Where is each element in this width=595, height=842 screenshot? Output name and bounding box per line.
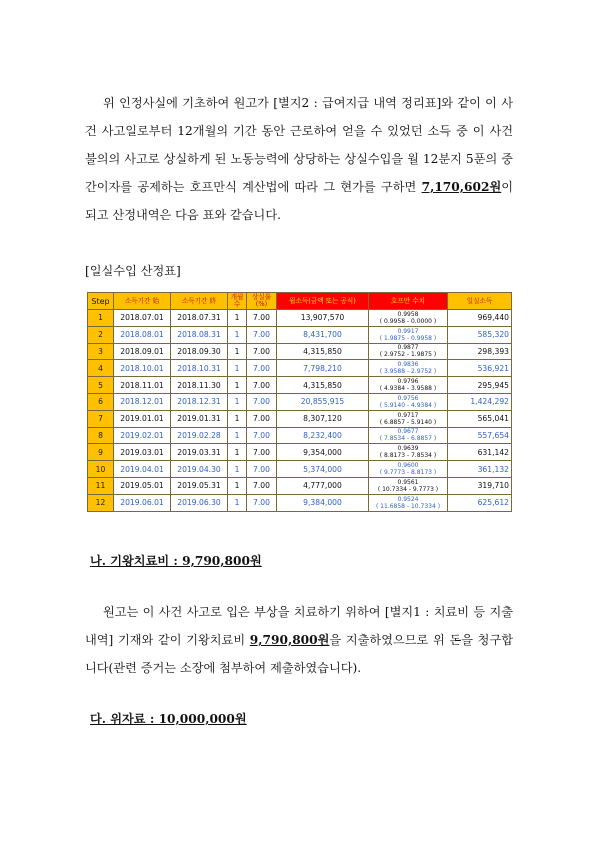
hoffman-formula: ( 6.8857 - 5.9140 ) bbox=[379, 418, 437, 426]
hoffman-cell bbox=[369, 326, 448, 343]
start-date-cell: 2018.08.01 bbox=[114, 326, 171, 343]
loss-cell: 625,612 bbox=[448, 494, 512, 511]
hoffman-value: 0.9796 bbox=[397, 378, 419, 386]
step-cell: 11 bbox=[88, 477, 114, 494]
end-date-cell: 2018.07.31 bbox=[171, 310, 228, 327]
loss-cell: 361,132 bbox=[448, 461, 512, 478]
hoffman-value: 0.9639 bbox=[397, 445, 419, 453]
table-row bbox=[88, 377, 512, 394]
table-row bbox=[88, 360, 512, 377]
intro-text-before: 위 인정사실에 기초하여 원고가 [별지2 : 급여지급 내역 정리표]와 같이 이 사건 사고일로부터 12개월의 기간 동안 근로하여 얻을 수 있었던 소득 중 이 사건 불의의 사고로 상실하게 된 노동능력에 상당하는 상실수입을 월 12분지 5푼의 중간이자를 공제하는 호프만식 계산법에 따라 그 현가를 구하면 bbox=[85, 96, 513, 194]
income-cell: 4,315,850 bbox=[277, 343, 369, 360]
end-date-cell: 2018.09.30 bbox=[171, 343, 228, 360]
table-row bbox=[88, 427, 512, 444]
income-cell: 9,384,000 bbox=[277, 494, 369, 511]
step-cell: 2 bbox=[88, 326, 114, 343]
months-cell: 1 bbox=[228, 410, 247, 427]
loss-cell: 565,041 bbox=[448, 410, 512, 427]
section-na-heading: 나. 기왕치료비 : 9,790,800원 bbox=[90, 554, 262, 568]
step-cell: 9 bbox=[88, 444, 114, 461]
section-na-text-after: 을 지출하였으므로 위 돈을 청구합니다(관련 증거는 소장에 첨부하여 제출하였습니다). bbox=[85, 633, 513, 675]
start-date-cell: 2018.12.01 bbox=[114, 393, 171, 410]
hoffman-formula: ( 2.9752 - 1.9875 ) bbox=[379, 351, 437, 359]
hoffman-cell bbox=[369, 444, 448, 461]
start-date-cell: 2019.04.01 bbox=[114, 461, 171, 478]
start-date-cell: 2018.10.01 bbox=[114, 360, 171, 377]
loss-cell: 298,393 bbox=[448, 343, 512, 360]
months-cell: 1 bbox=[228, 477, 247, 494]
lost-income-table bbox=[87, 292, 512, 512]
end-date-cell: 2019.05.31 bbox=[171, 477, 228, 494]
hoffman-value: 0.9600 bbox=[397, 462, 419, 470]
end-date-cell: 2018.11.30 bbox=[171, 377, 228, 394]
hoffman-formula: ( 0.9958 - 0.0000 ) bbox=[379, 317, 437, 325]
table-row bbox=[88, 310, 512, 327]
col-step: Step bbox=[88, 293, 114, 310]
start-date-cell: 2018.09.01 bbox=[114, 343, 171, 360]
income-cell: 8,431,700 bbox=[277, 326, 369, 343]
months-cell: 1 bbox=[228, 343, 247, 360]
rate-cell: 7.00 bbox=[247, 444, 277, 461]
hoffman-value: 0.9836 bbox=[397, 361, 419, 369]
hoffman-cell bbox=[369, 343, 448, 360]
rate-cell: 7.00 bbox=[247, 461, 277, 478]
end-date-cell: 2018.08.31 bbox=[171, 326, 228, 343]
start-date-cell: 2018.11.01 bbox=[114, 377, 171, 394]
hoffman-cell bbox=[369, 461, 448, 478]
end-date-cell: 2018.10.31 bbox=[171, 360, 228, 377]
step-cell: 5 bbox=[88, 377, 114, 394]
start-date-cell: 2019.03.01 bbox=[114, 444, 171, 461]
end-date-cell: 2019.03.31 bbox=[171, 444, 228, 461]
months-cell: 1 bbox=[228, 326, 247, 343]
hoffman-cell bbox=[369, 393, 448, 410]
treatment-cost-amount: 9,790,800원 bbox=[249, 633, 330, 647]
months-cell: 1 bbox=[228, 360, 247, 377]
hoffman-formula: ( 8.8173 - 7.8534 ) bbox=[379, 452, 437, 460]
loss-cell: 585,320 bbox=[448, 326, 512, 343]
hoffman-formula: ( 5.9140 - 4.9384 ) bbox=[379, 401, 437, 409]
loss-cell: 557,654 bbox=[448, 427, 512, 444]
start-date-cell: 2018.07.01 bbox=[114, 310, 171, 327]
rate-cell: 7.00 bbox=[247, 326, 277, 343]
rate-cell: 7.00 bbox=[247, 477, 277, 494]
hoffman-value: 0.9524 bbox=[397, 495, 419, 503]
hoffman-formula: ( 9.7773 - 8.8173 ) bbox=[379, 469, 437, 477]
income-cell: 5,374,000 bbox=[277, 461, 369, 478]
hoffman-value: 0.9917 bbox=[397, 327, 419, 335]
hoffman-cell bbox=[369, 377, 448, 394]
step-cell: 7 bbox=[88, 410, 114, 427]
hoffman-formula: ( 4.9384 - 3.9588 ) bbox=[379, 385, 437, 393]
months-cell: 1 bbox=[228, 310, 247, 327]
income-cell: 8,232,400 bbox=[277, 427, 369, 444]
step-cell: 12 bbox=[88, 494, 114, 511]
hoffman-cell bbox=[369, 310, 448, 327]
loss-cell: 1,424,292 bbox=[448, 393, 512, 410]
hoffman-formula: ( 1.9875 - 0.9958 ) bbox=[379, 334, 437, 342]
col-rate: 상실률 (%) bbox=[247, 293, 277, 310]
rate-cell: 7.00 bbox=[247, 360, 277, 377]
end-date-cell: 2019.01.31 bbox=[171, 410, 228, 427]
rate-cell: 7.00 bbox=[247, 343, 277, 360]
step-cell: 8 bbox=[88, 427, 114, 444]
end-date-cell: 2018.12.31 bbox=[171, 393, 228, 410]
loss-cell: 536,921 bbox=[448, 360, 512, 377]
table-caption: [일실수입 산정표] bbox=[85, 264, 181, 278]
step-cell: 1 bbox=[88, 310, 114, 327]
loss-cell: 319,710 bbox=[448, 477, 512, 494]
hoffman-value: 0.9877 bbox=[397, 344, 419, 352]
start-date-cell: 2019.01.01 bbox=[114, 410, 171, 427]
col-start: 소득기간 始 bbox=[114, 293, 171, 310]
col-months: 개월 수 bbox=[228, 293, 247, 310]
rate-cell: 7.00 bbox=[247, 393, 277, 410]
months-cell: 1 bbox=[228, 444, 247, 461]
section-na-text-before: 원고는 이 사건 사고로 입은 부상을 치료하기 위하여 [별지1 : 치료비 등 지출 내역] 기재와 같이 기왕치료비 bbox=[85, 605, 513, 647]
hoffman-cell bbox=[369, 360, 448, 377]
months-cell: 1 bbox=[228, 427, 247, 444]
table-row bbox=[88, 393, 512, 410]
income-cell: 9,354,000 bbox=[277, 444, 369, 461]
hoffman-formula: ( 7.8534 - 6.8857 ) bbox=[379, 435, 437, 443]
hoffman-cell bbox=[369, 427, 448, 444]
table-row bbox=[88, 410, 512, 427]
hoffman-value: 0.9561 bbox=[397, 478, 419, 486]
table-header-row bbox=[88, 293, 512, 310]
hoffman-value: 0.9677 bbox=[397, 428, 419, 436]
col-end: 소득기간 終 bbox=[171, 293, 228, 310]
section-da-heading: 다. 위자료 : 10,000,000원 bbox=[90, 712, 247, 726]
income-cell: 4,315,850 bbox=[277, 377, 369, 394]
step-cell: 4 bbox=[88, 360, 114, 377]
col-income: 월소득(금액 또는 공식) bbox=[277, 293, 369, 310]
income-cell: 7,798,210 bbox=[277, 360, 369, 377]
months-cell: 1 bbox=[228, 494, 247, 511]
hoffman-formula: ( 10.7334 - 9.7773 ) bbox=[377, 485, 439, 493]
section-na-paragraph bbox=[85, 598, 513, 682]
table-row bbox=[88, 326, 512, 343]
table-row bbox=[88, 494, 512, 511]
income-cell: 4,777,000 bbox=[277, 477, 369, 494]
col-loss: 일실소득 bbox=[448, 293, 512, 310]
hoffman-value: 0.9958 bbox=[397, 310, 419, 318]
intro-paragraph bbox=[85, 89, 513, 229]
months-cell: 1 bbox=[228, 461, 247, 478]
months-cell: 1 bbox=[228, 377, 247, 394]
step-cell: 10 bbox=[88, 461, 114, 478]
rate-cell: 7.00 bbox=[247, 310, 277, 327]
end-date-cell: 2019.06.30 bbox=[171, 494, 228, 511]
rate-cell: 7.00 bbox=[247, 494, 277, 511]
hoffman-value: 0.9756 bbox=[397, 394, 419, 402]
income-cell: 8,307,120 bbox=[277, 410, 369, 427]
hoffman-formula: ( 11.6858 - 10.7334 ) bbox=[375, 502, 441, 510]
end-date-cell: 2019.02.28 bbox=[171, 427, 228, 444]
table-row bbox=[88, 444, 512, 461]
loss-cell: 969,440 bbox=[448, 310, 512, 327]
start-date-cell: 2019.02.01 bbox=[114, 427, 171, 444]
hoffman-cell bbox=[369, 410, 448, 427]
step-cell: 3 bbox=[88, 343, 114, 360]
end-date-cell: 2019.04.30 bbox=[171, 461, 228, 478]
rate-cell: 7.00 bbox=[247, 377, 277, 394]
hoffman-cell bbox=[369, 494, 448, 511]
table-row bbox=[88, 343, 512, 360]
loss-cell: 631,142 bbox=[448, 444, 512, 461]
hoffman-cell bbox=[369, 477, 448, 494]
step-cell: 6 bbox=[88, 393, 114, 410]
loss-cell: 295,945 bbox=[448, 377, 512, 394]
income-cell: 20,855,915 bbox=[277, 393, 369, 410]
table-row bbox=[88, 461, 512, 478]
col-hoffman: 호프만 수치 bbox=[369, 293, 448, 310]
table-row bbox=[88, 477, 512, 494]
hoffman-value: 0.9717 bbox=[397, 411, 419, 419]
intro-text-after: 이 되고 산정내역은 다음 표와 같습니다. bbox=[85, 180, 513, 222]
income-cell: 13,907,570 bbox=[277, 310, 369, 327]
hoffman-formula: ( 3.9588 - 2.9752 ) bbox=[379, 368, 437, 376]
rate-cell: 7.00 bbox=[247, 410, 277, 427]
start-date-cell: 2019.06.01 bbox=[114, 494, 171, 511]
start-date-cell: 2019.05.01 bbox=[114, 477, 171, 494]
lost-income-amount: 7,170,602원 bbox=[421, 180, 502, 194]
rate-cell: 7.00 bbox=[247, 427, 277, 444]
months-cell: 1 bbox=[228, 393, 247, 410]
